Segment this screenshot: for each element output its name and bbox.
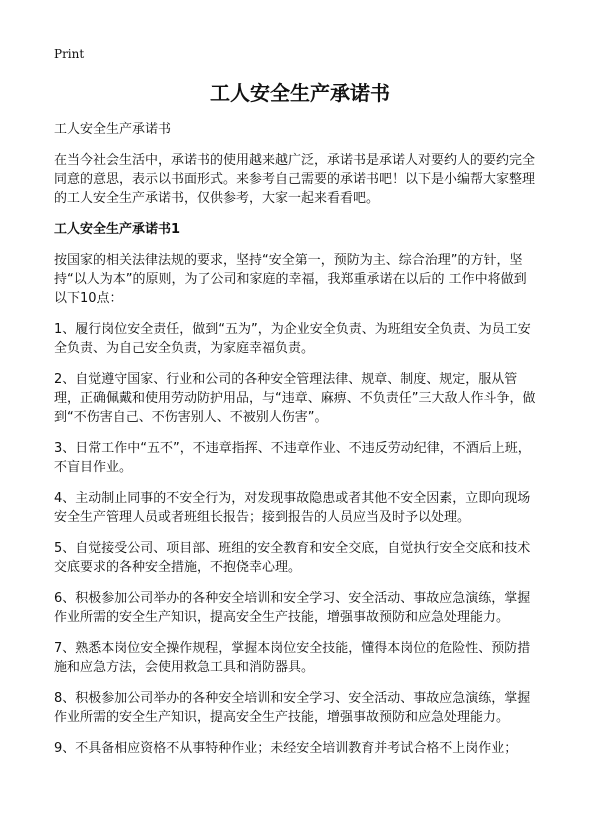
intro-paragraph: 在当今社会生活中，承诺书的使用越来越广泛，承诺书是承诺人对要约人的要约完全同意的意思，表示以书面形式。来参考自己需要的承诺书吧！以下是小编帮大家整理的工人安全生产承诺书，仅供参考，大家一起来看看吧。	[54, 153, 536, 206]
commitment-item-7: 7、熟悉本岗位安全操作规程，掌握本岗位安全技能，懂得本岗位的危险性、预防措施和应急方法，会使用救急工具和消防器具。	[54, 641, 531, 675]
commitment-item-4: 4、主动制止同事的不安全行为，对发现事故隐患或者其他不安全因素，立即向现场安全生产管理人员或者班组长报告；接到报告的人员应当及时予以处理。	[54, 491, 531, 525]
document-subtitle: 工人安全生产承诺书	[54, 122, 172, 137]
commitment-item-5: 5、自觉接受公司、项目部、班组的安全教育和安全交底，自觉执行安全交底和技术交底要求的各种安全措施，不抱侥幸心理。	[54, 541, 531, 575]
commitment-item-2: 2、自觉遵守国家、行业和公司的各种安全管理法律、规章、制度、规定，服从管理，正确佩戴和使用劳动防护用品，与“违章、麻痹、不负责任”三大敌人作斗争，做到“不伤害自己、不伤害别人、不被别人伤害”。	[54, 372, 536, 425]
commitment-item-1: 1、履行岗位安全责任，做到“五为”，为企业安全负责、为班组安全负责、为员工安全负责、为自己安全负责，为家庭幸福负责。	[54, 322, 531, 356]
commitment-item-3: 3、日常工作中“五不”，不违章指挥、不违章作业、不违反劳动纪律，不酒后上班，不盲目作业。	[54, 441, 531, 475]
document-title: 工人安全生产承诺书	[210, 81, 390, 105]
commitment-item-8: 8、积极参加公司举办的各种安全培训和安全学习、安全活动、事故应急演练，掌握作业所需的安全生产知识，提高安全生产技能，增强事故预防和应急处理能力。	[54, 691, 531, 725]
commitment-item-9: 9、不具备相应资格不从事特种作业；未经安全培训教育并考试合格不上岗作业；	[54, 741, 518, 756]
print-label: Print	[54, 47, 85, 61]
document-body	[54, 120, 538, 770]
section-heading: 工人安全生产承诺书1	[54, 222, 181, 237]
commitment-preamble: 按国家的相关法律法规的要求，坚持“安全第一，预防为主、综合治理”的方针，坚持“以人为本”的原则，为了公司和家庭的幸福，我郑重承诺在以后的 工作中将做到以下10点：	[54, 253, 527, 306]
commitment-item-6: 6、积极参加公司举办的各种安全培训和安全学习、安全活动、事故应急演练，掌握作业所需的安全生产知识，提高安全生产技能，增强事故预防和应急处理能力。	[54, 591, 531, 625]
